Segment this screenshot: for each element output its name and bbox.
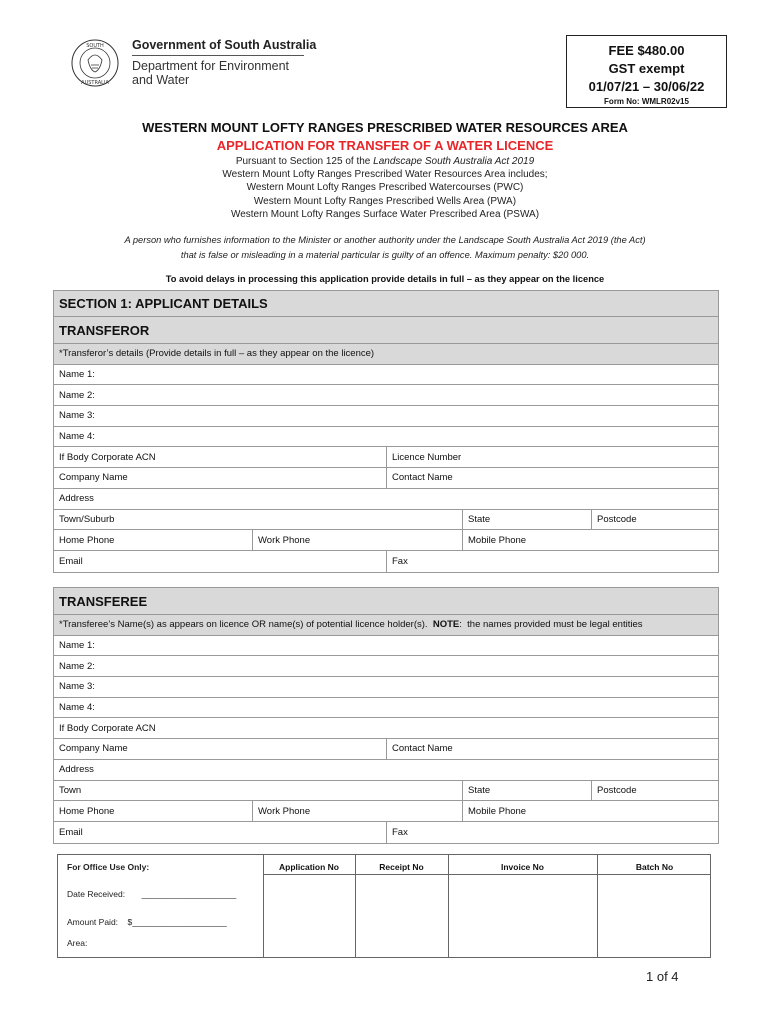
transferor-email-row (54, 551, 718, 572)
pursuant-block (40, 155, 730, 221)
note-prefix: *Transferee’s Name(s) as appears on licence OR name(s) of potential licence holder(s). (59, 619, 433, 631)
name4-label: Name 4: (59, 702, 95, 714)
transferee-acn-row (54, 718, 718, 739)
section1-table (53, 290, 719, 573)
transferee-email-row (54, 822, 718, 843)
transferor-acn-row (54, 447, 718, 468)
fee-box (566, 35, 727, 108)
note-suffix: : the names provided must be legal entities (459, 619, 643, 631)
note-bold: NOTE (432, 619, 460, 631)
area-line: Western Mount Lofty Ranges Surface Water Prescribed Area (PSWA) (230, 208, 540, 220)
company-name-field[interactable]: Company Name (54, 739, 387, 759)
email-field[interactable]: Email (54, 822, 387, 843)
batch-no-header: Batch No (635, 862, 674, 872)
town-field[interactable]: Town (54, 781, 463, 801)
svg-text:AUSTRALIA: AUSTRALIA (81, 80, 109, 86)
receipt-no-header: Receipt No (379, 862, 424, 872)
name3-label: Name 3: (59, 681, 95, 693)
transferee-address-row (54, 760, 718, 781)
transferor-note-row (54, 344, 718, 365)
email-field[interactable]: Email (54, 551, 387, 572)
org-line-1: Government of South Australia (132, 38, 317, 52)
transferee-note-row (54, 615, 718, 636)
transferee-town-row (54, 781, 718, 802)
work-phone-field[interactable]: Work Phone (253, 801, 463, 821)
name1-label: Name 1: (59, 369, 95, 381)
transferee-company-row (54, 739, 718, 760)
transferee-name2-field[interactable] (54, 656, 718, 677)
penalty-warning (40, 233, 730, 263)
area-line: Western Mount Lofty Ranges Prescribed Water Resources Area includes; (222, 169, 548, 181)
home-phone-field[interactable]: Home Phone (54, 801, 253, 821)
name2-label: Name 2: (59, 660, 95, 672)
name1-label: Name 1: (59, 640, 95, 652)
name3-label: Name 3: (59, 410, 95, 422)
amount-paid-field[interactable]: Amount Paid: $____________________ (67, 917, 227, 927)
transferor-name4-field[interactable] (54, 427, 718, 448)
pursuant-line (40, 155, 730, 168)
transferee-phone-row (54, 801, 718, 822)
pursuant-act: Landscape South Australia Act 2019 (373, 156, 535, 167)
transferee-heading-row (54, 588, 718, 615)
fee-period: 01/07/21 – 30/06/22 (588, 79, 705, 94)
transferor-town-row (54, 510, 718, 531)
address-field[interactable]: Address (59, 764, 94, 776)
area-field[interactable]: Area: (67, 938, 88, 948)
fax-field[interactable]: Fax (392, 555, 408, 567)
section1-heading: SECTION 1: APPLICANT DETAILS (59, 296, 268, 311)
form-number: Form No: WMLR02v15 (604, 97, 689, 106)
work-phone-field[interactable]: Work Phone (253, 530, 463, 550)
area-title: WESTERN MOUNT LOFTY RANGES PRESCRIBED WATER RESOURCES AREA (142, 120, 628, 135)
svg-text:SOUTH: SOUTH (86, 43, 104, 49)
transferee-name3-field[interactable] (54, 677, 718, 698)
mobile-phone-field[interactable]: Mobile Phone (468, 534, 527, 546)
transferee-heading: TRANSFEREE (59, 593, 148, 609)
town-field[interactable]: Town/Suburb (54, 510, 463, 530)
office-use-box (57, 854, 711, 958)
pursuant-prefix: Pursuant to Section 125 of the (235, 156, 374, 167)
transferor-address-row (54, 489, 718, 510)
date-received-field[interactable]: Date Received: ____________________ (67, 889, 237, 899)
transferee-note (54, 615, 642, 635)
address-field[interactable]: Address (59, 493, 94, 505)
transferee-name4-field[interactable] (54, 698, 718, 719)
organisation-name (132, 38, 316, 87)
section2-table (53, 587, 719, 844)
contact-name-field[interactable]: Contact Name (392, 472, 453, 484)
government-seal-logo (70, 38, 120, 88)
state-field[interactable]: State (463, 510, 592, 530)
office-use-title: For Office Use Only: (67, 862, 150, 872)
transferor-phone-row (54, 530, 718, 551)
transferor-name3-field[interactable] (54, 406, 718, 427)
company-name-field[interactable]: Company Name (54, 468, 387, 488)
transferor-name1-field[interactable] (54, 365, 718, 386)
page-number: 1 of 4 (646, 969, 679, 984)
acn-field[interactable]: If Body Corporate ACN (54, 447, 387, 467)
name4-label: Name 4: (59, 431, 95, 443)
header (70, 34, 330, 94)
home-phone-field[interactable]: Home Phone (54, 530, 253, 550)
transferor-note: *Transferor’s details (Provide details in full – as they appear on the licence) (59, 348, 375, 360)
warning-line: that is false or misleading in a material particular is guilty of an offence. Maximum penalty: $20 000. (180, 250, 590, 260)
gst-status: GST exempt (608, 61, 685, 76)
fax-field[interactable]: Fax (392, 826, 408, 838)
fee-amount: FEE $480.00 (608, 43, 685, 58)
contact-name-field[interactable]: Contact Name (392, 743, 453, 755)
avoid-delays-note: To avoid delays in processing this application provide details in full – as they appear on the licence (165, 274, 605, 284)
transferor-heading-row (54, 317, 718, 344)
state-field[interactable]: State (463, 781, 592, 801)
name2-label: Name 2: (59, 389, 95, 401)
licence-number-field[interactable]: Licence Number (392, 451, 462, 463)
mobile-phone-field[interactable]: Mobile Phone (468, 805, 527, 817)
application-no-header: Application No (279, 862, 339, 872)
transferor-company-row (54, 468, 718, 489)
transferor-heading: TRANSFEROR (59, 322, 150, 338)
transferee-name1-field[interactable] (54, 636, 718, 657)
application-title: APPLICATION FOR TRANSFER OF A WATER LICENCE (216, 138, 554, 153)
area-line: Western Mount Lofty Ranges Prescribed Wells Area (PWA) (253, 195, 517, 207)
org-line-3: and Water (132, 73, 190, 87)
section1-heading-row (54, 291, 718, 317)
acn-field[interactable]: If Body Corporate ACN (59, 722, 156, 734)
org-line-2: Department for Environment (132, 59, 290, 73)
transferor-name2-field[interactable] (54, 385, 718, 406)
invoice-no-header: Invoice No (501, 862, 544, 872)
org-divider (132, 55, 304, 56)
postcode-field[interactable]: Postcode (597, 513, 637, 525)
postcode-field[interactable]: Postcode (597, 784, 637, 796)
warning-line: A person who furnishes information to the Minister or another authority under the Landscape South Australia Act 2019 (the Act) (124, 235, 646, 245)
area-line: Western Mount Lofty Ranges Prescribed Watercourses (PWC) (246, 182, 524, 194)
header-divider (263, 874, 710, 875)
